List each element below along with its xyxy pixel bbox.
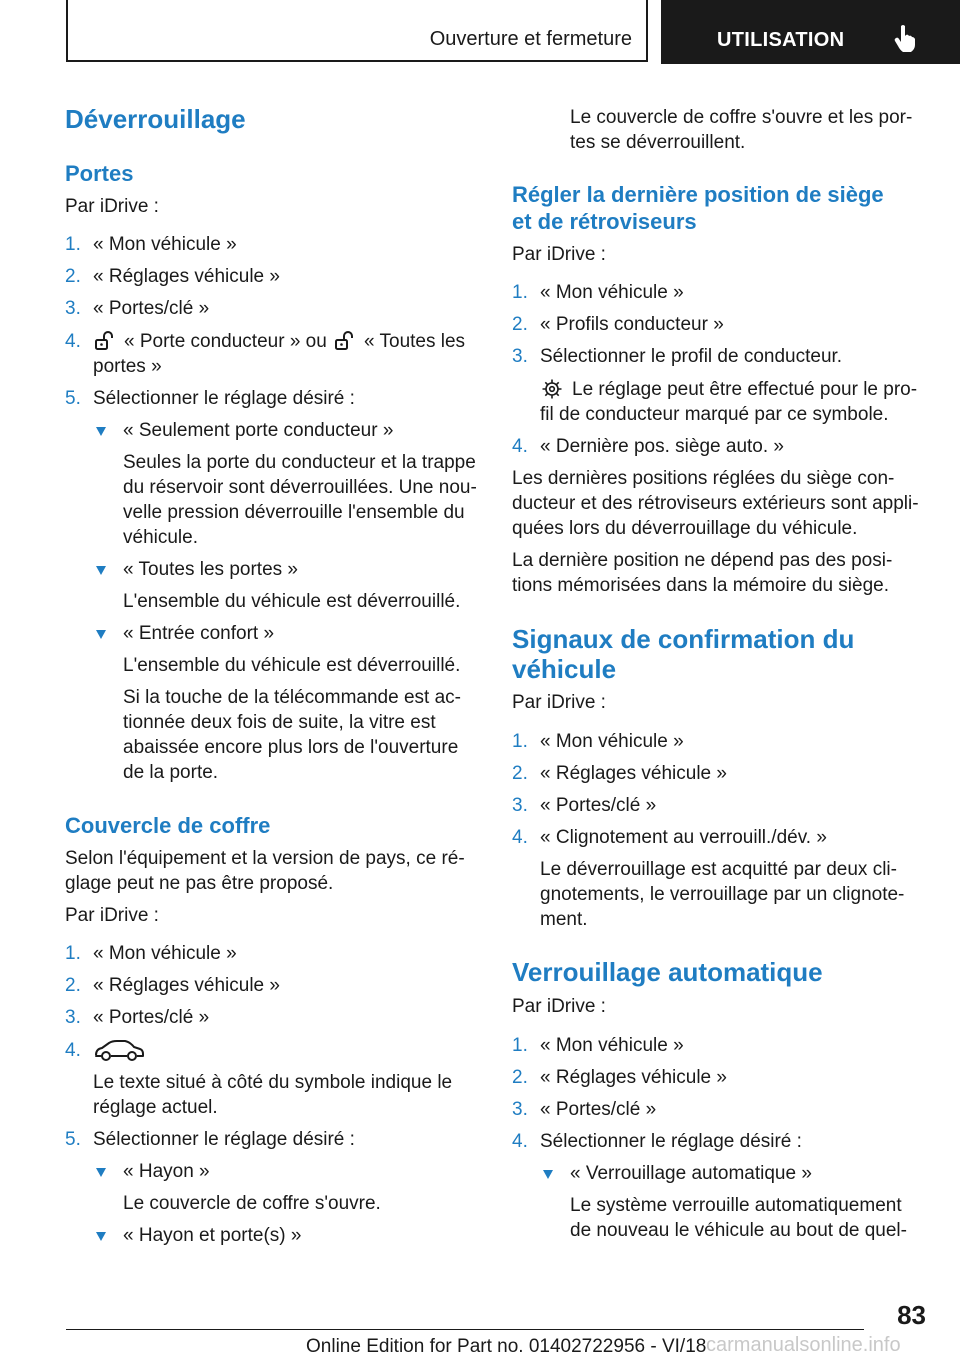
step-number: 3. [65,1007,81,1028]
heading-regler-position: et de rétroviseurs [512,209,697,234]
option-detail: velle pression déverrouille l'ensemble du [123,502,465,523]
step-number: 3. [65,298,81,319]
option-bullet-icon [543,1170,553,1179]
step-text: « Mon véhicule » [93,234,237,255]
option-label: « Hayon » [123,1161,210,1182]
coffre-intro: Par iDrive : [65,905,159,926]
option-label: « Toutes les portes » [123,559,298,580]
step-number: 1. [512,1035,528,1056]
option-bullet-icon [96,566,106,575]
step-number: 5. [65,388,81,409]
coffre-intro: Selon l'équipement et la version de pays, ce ré- [65,848,465,869]
coffre-intro: glage peut ne pas être proposé. [65,873,334,894]
heading-regler-position: Régler la dernière position de siège [512,182,884,207]
watermark-text: carmanualsonline.info [706,1334,901,1356]
option-detail: Si la touche de la télécommande est ac- [123,687,461,708]
note-text: fil de conducteur marqué par ce symbole. [540,404,889,425]
unlock-driver-door-icon [94,331,116,351]
option-bullet-icon [96,427,106,436]
header-section-tab [66,0,648,62]
step-number: 4. [512,1131,528,1152]
siege-intro: Par iDrive : [512,244,606,265]
step-text: « Portes/clé » [93,298,210,319]
step-number: 4. [512,827,528,848]
heading-deverrouillage: Déverrouillage [65,104,246,134]
step-text: « Toutes les [364,331,466,352]
step-number: 1. [65,943,81,964]
step-number: 3. [512,346,528,367]
heading-couvercle-coffre: Couvercle de coffre [65,813,271,838]
unlock-all-doors-icon [334,331,356,351]
option-detail: L'ensemble du véhicule est déverrouillé. [123,591,461,612]
option-detail: Le couvercle de coffre s'ouvre. [123,1193,381,1214]
step-text: « Réglages véhicule » [93,975,280,996]
step-text: Sélectionner le profil de conducteur. [540,346,843,367]
heading-signaux: Signaux de confirmation du [512,624,855,654]
step-text: « Réglages véhicule » [93,266,280,287]
step-text: « Profils conducteur » [540,314,724,335]
step-text: « Mon véhicule » [540,282,684,303]
step-text: « Réglages véhicule » [540,763,727,784]
option-label: « Seulement porte conducteur » [123,420,394,441]
step-text: « Portes/clé » [93,1007,210,1028]
option-detail: Seules la porte du conducteur et la trappe [123,452,476,473]
header-section-title: Ouverture et fermeture [429,28,632,50]
step-text: portes » [93,356,162,377]
step-detail: Le déverrouillage est acquitté par deux cli- [540,859,897,880]
option-bullet-icon [96,1168,106,1177]
step-text: « Portes/clé » [540,795,657,816]
option-detail: tes se déverrouillent. [570,132,746,153]
step-number: 4. [65,331,81,352]
page-number: 83 [897,1300,926,1330]
step-number: 1. [512,282,528,303]
edition-text: Online Edition for Part no. 01402722956 - VI/18 [306,1336,707,1357]
step-number: 3. [512,1099,528,1120]
portes-intro: Par iDrive : [65,196,159,217]
step-text: « Porte conducteur » ou [124,331,327,352]
step-number: 2. [512,314,528,335]
option-detail: L'ensemble du véhicule est déverrouillé. [123,655,461,676]
step-text: « Réglages véhicule » [540,1067,727,1088]
step-number: 5. [65,1129,81,1150]
step-number: 2. [65,975,81,996]
step-text: « Portes/clé » [540,1099,657,1120]
header-chapter-title: UTILISATION [717,29,845,51]
note-text: Le réglage peut être effectué pour le pro- [572,379,918,400]
step-text: Le texte situé à côté du symbole indique le [93,1072,453,1093]
siege-paragraph: ducteur et des rétroviseurs extérieurs sont appli- [512,493,919,514]
step-text: « Clignotement au verrouill./dév. » [540,827,827,848]
siege-paragraph: La dernière position ne dépend pas des posi- [512,550,893,571]
step-text: « Mon véhicule » [540,1035,684,1056]
option-detail: Le système verrouille automatiquement [570,1195,902,1216]
car-tailgate-icon [93,1038,145,1064]
step-text: « Mon véhicule » [93,943,237,964]
option-detail: de la porte. [123,762,219,783]
option-bullet-icon [96,630,106,639]
option-label: « Hayon et porte(s) » [123,1225,302,1246]
option-label: « Verrouillage automatique » [570,1163,812,1184]
footer-divider [66,1329,864,1330]
step-number: 4. [65,1040,81,1061]
step-text: « Dernière pos. siège auto. » [540,436,784,457]
step-text: Sélectionner le réglage désiré : [540,1131,802,1152]
siege-paragraph: quées lors du déverrouillage du véhicule. [512,518,858,539]
option-bullet-icon [96,1232,106,1241]
profile-gear-icon [541,378,563,400]
option-detail: Le couvercle de coffre s'ouvre et les por- [570,107,913,128]
heading-verrouillage-auto: Verrouillage automatique [512,957,823,987]
step-number: 3. [512,795,528,816]
signaux-intro: Par iDrive : [512,692,606,713]
step-number: 1. [65,234,81,255]
option-label: « Entrée confort » [123,623,275,644]
hand-pointer-icon [894,24,916,52]
step-text: réglage actuel. [93,1097,218,1118]
siege-paragraph: Les dernières positions réglées du siège con- [512,468,895,489]
step-text: Sélectionner le réglage désiré : [93,388,355,409]
option-detail: tionnée deux fois de suite, la vitre est [123,712,436,733]
step-number: 2. [65,266,81,287]
option-detail: abaissée encore plus lors de l'ouverture [123,737,459,758]
step-number: 4. [512,436,528,457]
step-number: 1. [512,731,528,752]
heading-signaux: véhicule [512,654,617,684]
step-number: 2. [512,763,528,784]
header-chapter-tab [661,0,960,64]
option-detail: du réservoir sont déverrouillées. Une nou- [123,477,477,498]
step-text: Sélectionner le réglage désiré : [93,1129,355,1150]
siege-paragraph: tions mémorisées dans la mémoire du siège. [512,575,890,596]
step-detail: ment. [540,909,588,930]
heading-portes: Portes [65,161,134,186]
step-detail: gnotements, le verrouillage par un clignote- [540,884,905,905]
step-number: 2. [512,1067,528,1088]
auto-intro: Par iDrive : [512,996,606,1017]
option-detail: véhicule. [123,527,198,548]
step-text: « Mon véhicule » [540,731,684,752]
option-detail: de nouveau le véhicule au bout de quel- [570,1220,907,1241]
